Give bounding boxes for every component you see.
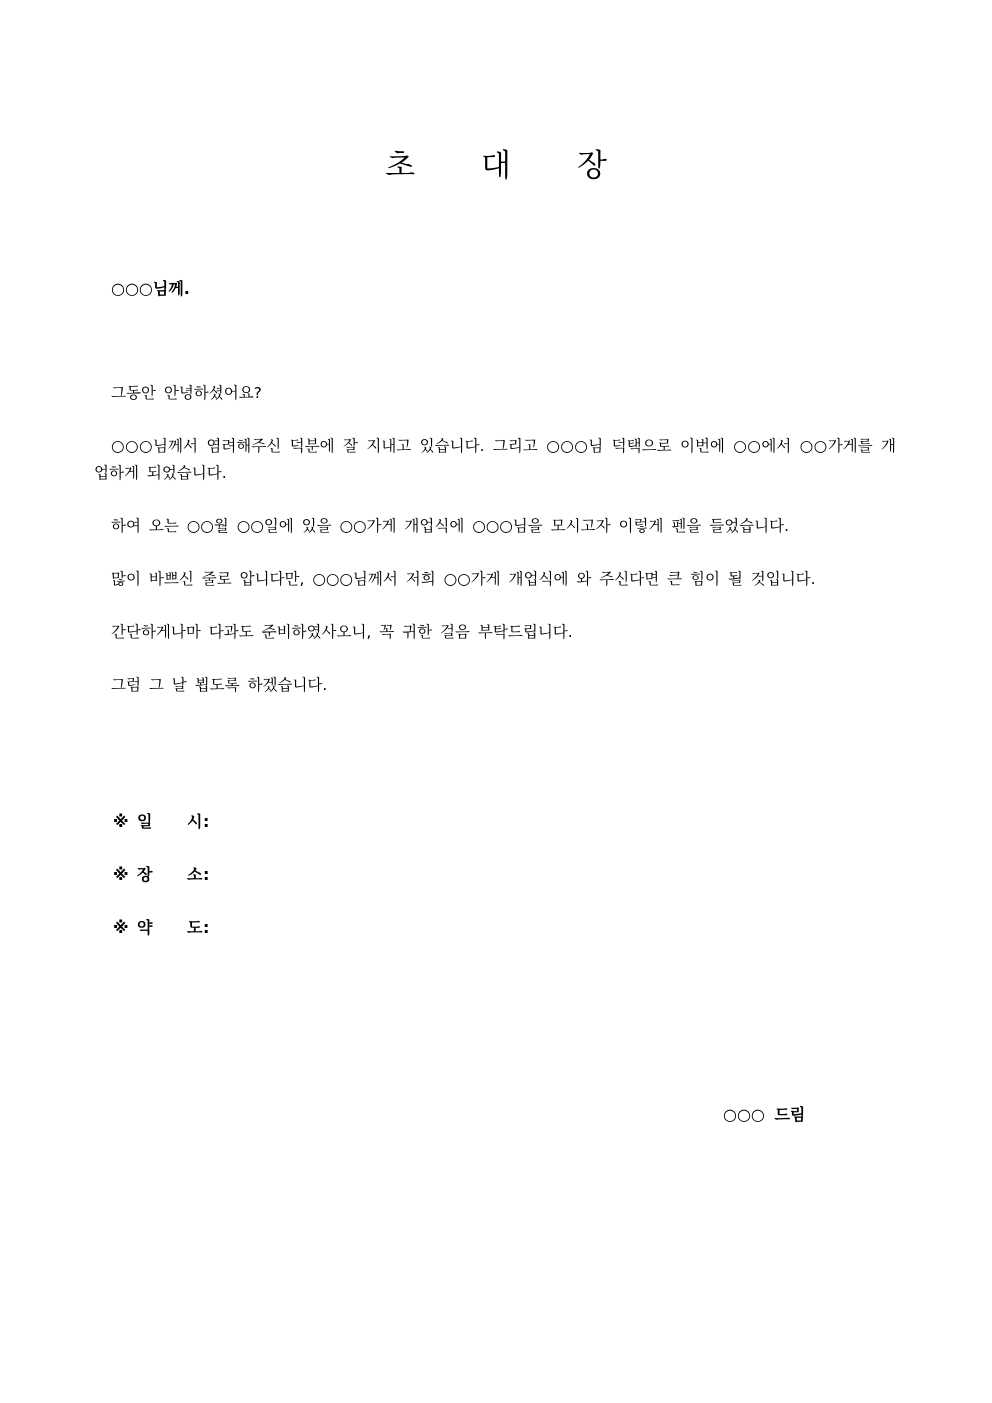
signature: ○○○ 드림 — [723, 1105, 806, 1124]
body-paragraph-closing: 그럼 그 날 뵙도록 하겠습니다. — [111, 676, 328, 694]
detail-label-part: 도 — [187, 918, 203, 937]
detail-label-part: 장 — [137, 865, 153, 884]
detail-label-part: 시 — [187, 812, 203, 831]
detail-row-location — [113, 862, 215, 885]
reference-mark: ※ — [113, 918, 129, 937]
reference-mark: ※ — [113, 865, 129, 884]
detail-colon: : — [203, 918, 210, 937]
body-paragraph-request: 많이 바쁘신 줄로 압니다만, ○○○님께서 저희 ○○가게 개업식에 와 주신다면 큰 힘이 될 것입니다. — [111, 570, 816, 588]
detail-label-part: 일 — [137, 812, 153, 831]
detail-row-map — [113, 915, 215, 938]
detail-row-datetime — [113, 809, 215, 832]
salutation: ○○○님께. — [111, 279, 190, 298]
detail-label-part: 소 — [187, 865, 203, 884]
detail-colon: : — [203, 865, 210, 884]
detail-label-part: 약 — [137, 918, 153, 937]
body-paragraph-news: ○○○님께서 염려해주신 덕분에 잘 지내고 있습니다. 그리고 ○○○님 덕택으로 이번에 ○○에서 ○○가게를 개업하게 되었습니다. — [94, 437, 896, 482]
reference-mark: ※ — [113, 812, 129, 831]
document-title: 초대장 — [385, 148, 673, 184]
body-paragraph-invitation: 하여 오는 ○○월 ○○일에 있을 ○○가게 개업식에 ○○○님을 모시고자 이렇게 펜을 들었습니다. — [111, 517, 790, 535]
detail-colon: : — [203, 812, 210, 831]
body-paragraph-refreshments: 간단하게나마 다과도 준비하였사오니, 꼭 귀한 걸음 부탁드립니다. — [111, 623, 573, 641]
body-paragraph-greeting: 그동안 안녕하셨어요? — [111, 384, 262, 402]
